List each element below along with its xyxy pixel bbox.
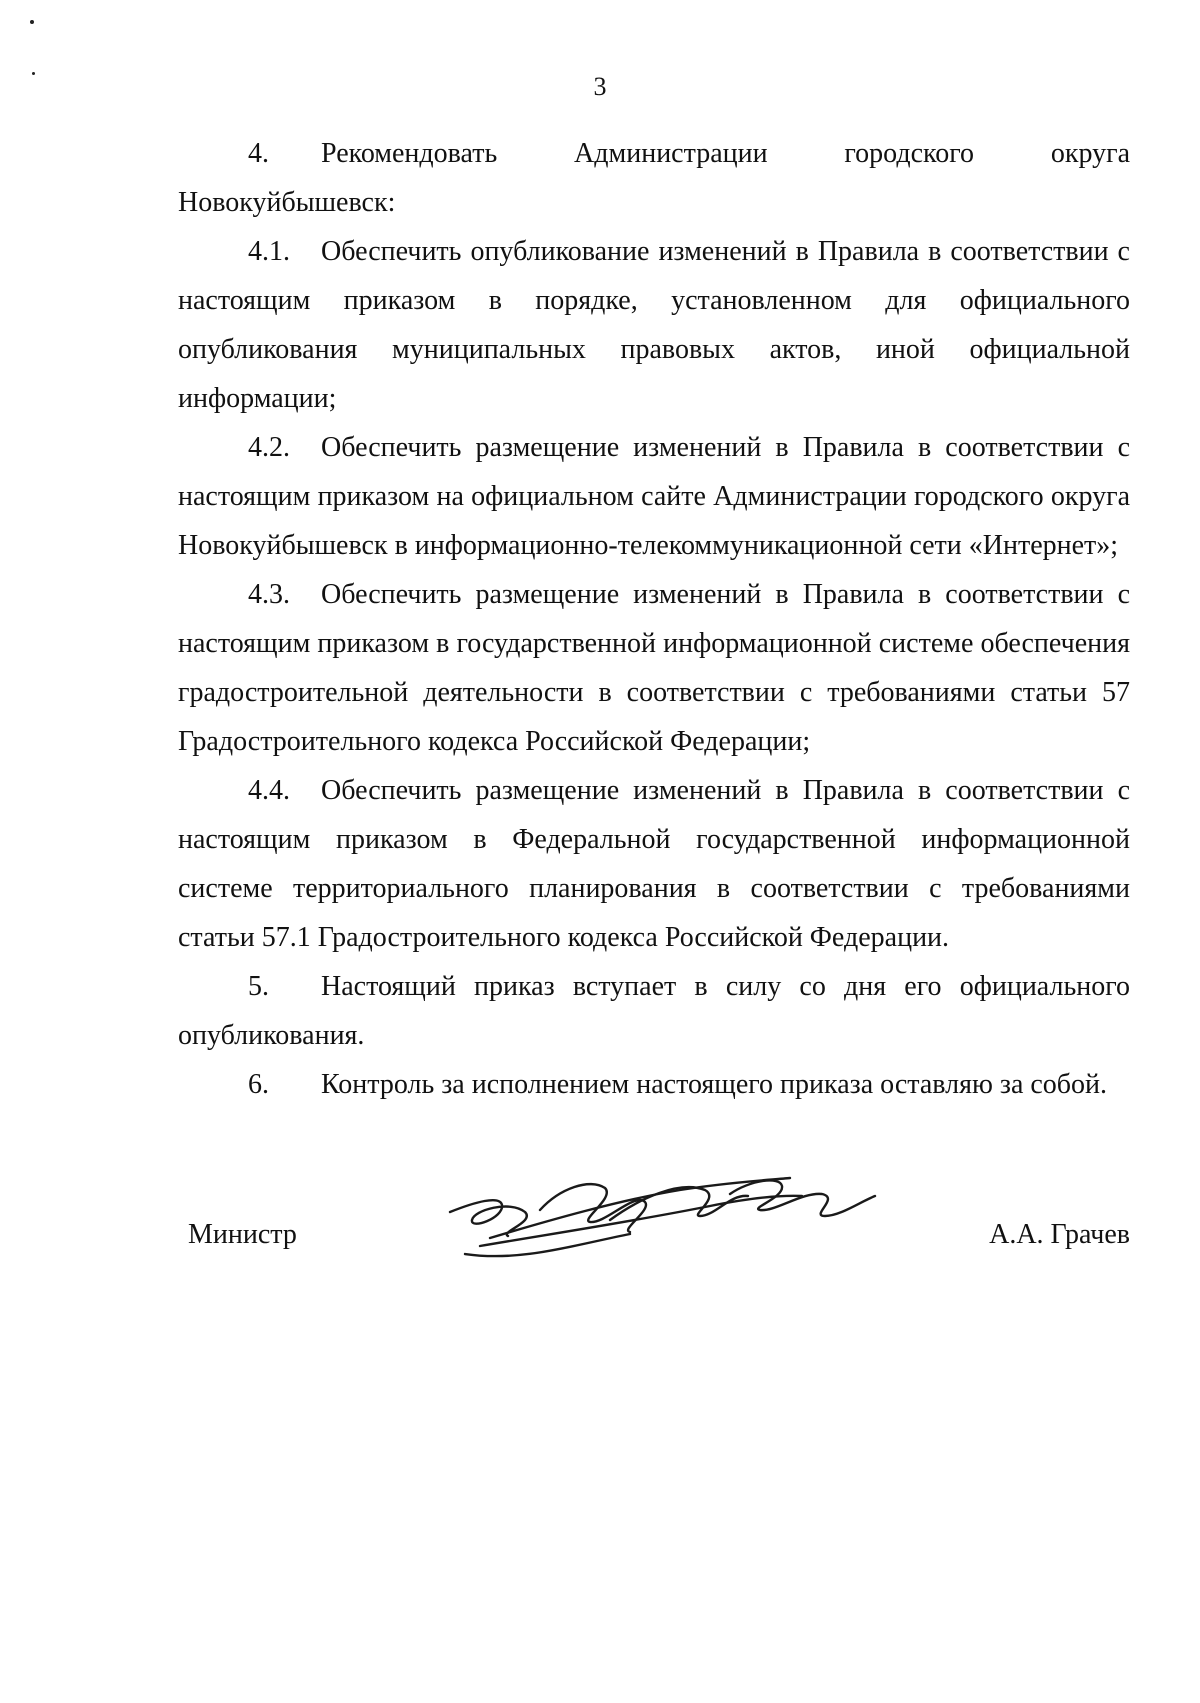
- paragraph-text: Контроль за исполнением настоящего приказа оставляю за собой.: [321, 1069, 1108, 1100]
- paragraph-number: 4.4.: [248, 775, 290, 806]
- paragraph-number: 4.2.: [248, 432, 290, 463]
- paragraph-4-3: [178, 570, 1130, 766]
- paragraph-text: Обеспечить опубликование изменений в Правила в соответствии с настоящим приказом в порядке, установленном для официального опубликования муниципальных правовых актов, иной официальной информации;: [178, 236, 1130, 414]
- signer-title: Министр: [188, 1219, 297, 1250]
- signer-name: А.А. Грачев: [989, 1219, 1130, 1250]
- page-number: 3: [593, 72, 607, 101]
- paragraph-4-4: [178, 766, 1130, 962]
- paragraph-text: Обеспечить размещение изменений в Правила в соответствии с настоящим приказом на официальном сайте Администрации городского округа Новокуйбышевск в информационно-телекоммуникационной сети «Интернет»;: [178, 432, 1130, 561]
- scan-speck: [30, 20, 34, 24]
- paragraph-4-2: [178, 423, 1130, 570]
- signature-block: [178, 1190, 1130, 1250]
- paragraph-number: 5.: [248, 971, 269, 1002]
- paragraph-number: 4.: [248, 138, 269, 169]
- paragraph-4: [178, 129, 1130, 227]
- paragraph-number: 6.: [248, 1069, 269, 1100]
- paragraph-4-1: [178, 227, 1130, 423]
- paragraph-number: 4.1.: [248, 236, 290, 267]
- paragraph-text: Рекомендовать Администрации городского округа Новокуйбышевск:: [178, 138, 1130, 218]
- paragraph-text: Обеспечить размещение изменений в Правила в соответствии с настоящим приказом в Федеральной государственной информационной системе территориального планирования в соответствии с требованиями статьи 57.1 Градостроительного кодекса Российской Федерации.: [178, 775, 1130, 953]
- document-body: [178, 129, 1130, 1109]
- paragraph-text: Настоящий приказ вступает в силу со дня его официального опубликования.: [178, 971, 1130, 1051]
- paragraph-number: 4.3.: [248, 579, 290, 610]
- paragraph-6: [178, 1060, 1130, 1109]
- paragraph-5: [178, 962, 1130, 1060]
- paragraph-text: Обеспечить размещение изменений в Правила в соответствии с настоящим приказом в государственной информационной системе обеспечения градостроительной деятельности в соответствии с требованиями статьи 57 Градостроительного кодекса Российской Федерации;: [178, 579, 1130, 757]
